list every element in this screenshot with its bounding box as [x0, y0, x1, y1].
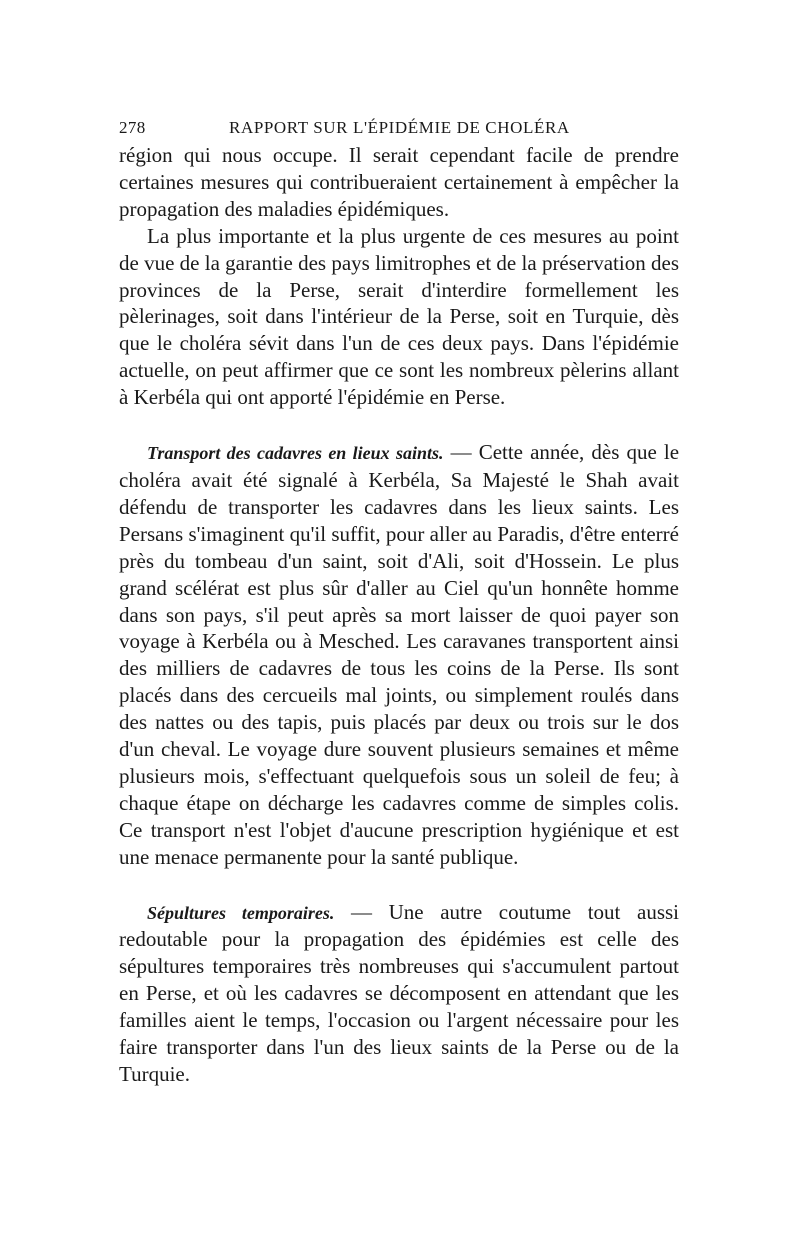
section-title-sepultures: Sépultures temporaires. — [147, 902, 335, 923]
section-dash: — — [443, 440, 479, 465]
page-number: 278 — [119, 118, 146, 137]
section-text-sepultures: Une autre coutume tout aussi redoutable pour la propagation des épidémies est celle des sépultures temporaires très nombreuses qui s'accumulent partout en Perse, et où les cadavres se décomposent en attendant que les familles aient le temps, l'occasion ou l'argent nécessaire pour les faire transporter dans l'un des lieux saints de la Perse ou de la Turquie. — [119, 899, 680, 1086]
running-header — [119, 112, 679, 142]
book-page — [119, 112, 679, 1088]
section-text-transport: Cette année, dès que le choléra avait été signalé à Kerbéla, Sa Majesté le Shah avait défendu de transporter les cadavres dans les lieux saints. Les Persans s'imaginent qu'il suffit, pour aller au Paradis, d'être enterré près du tombeau d'un saint, soit d'Ali, soit d'Hossein. Le plus grand scélérat est plus sûr d'aller au Ciel qu'un honnête homme dans son pays, s'il peut après sa mort laisser de quoi payer son voyage à Kerbéla ou à Mesched. Les caravanes transportent ainsi des milliers de cadavres de tous les coins de la Perse. Ils sont placés dans des cercueils mal joints, ou simplement roulés dans des nattes ou des tapis, puis placés par deux ou trois sur le dos d'un cheval. Le voyage dure souvent plusieurs semaines et même plusieurs mois, s'effectuant quelquefois sous un soleil de feu; à chaque étape on décharge les cadavres comme de simples colis. Ce transport n'est l'objet d'aucune prescription hygiénique et est une menace permanente pour la santé publique. — [119, 440, 680, 869]
section-transport-cadavres — [119, 439, 679, 871]
section-sepultures-temporaires — [119, 899, 679, 1088]
running-title: RAPPORT SUR L'ÉPIDÉMIE DE CHOLÉRA — [229, 118, 570, 137]
section-dash: — — [334, 899, 389, 924]
section-title-transport: Transport des cadavres en lieux saints. — [147, 443, 444, 464]
body-text — [119, 142, 679, 1088]
paragraph-continuation: région qui nous occupe. Il serait cependant facile de prendre certaines mesures qui contribueraient certainement à empêcher la propagation des maladies épidémiques. — [119, 143, 679, 221]
paragraph-pilgrimages: La plus importante et la plus urgente de ces mesures au point de vue de la garantie des pays limitrophes et de la préservation des provinces de la Perse, serait d'interdire formellement les pèlerinages, soit dans l'intérieur de la Perse, soit en Turquie, dès que le choléra sévit dans l'un de ces deux pays. Dans l'épidémie actuelle, on peut affirmer que ce sont les nombreux pèlerins allant à Kerbéla qui ont apporté l'épidémie en Perse. — [119, 223, 679, 410]
